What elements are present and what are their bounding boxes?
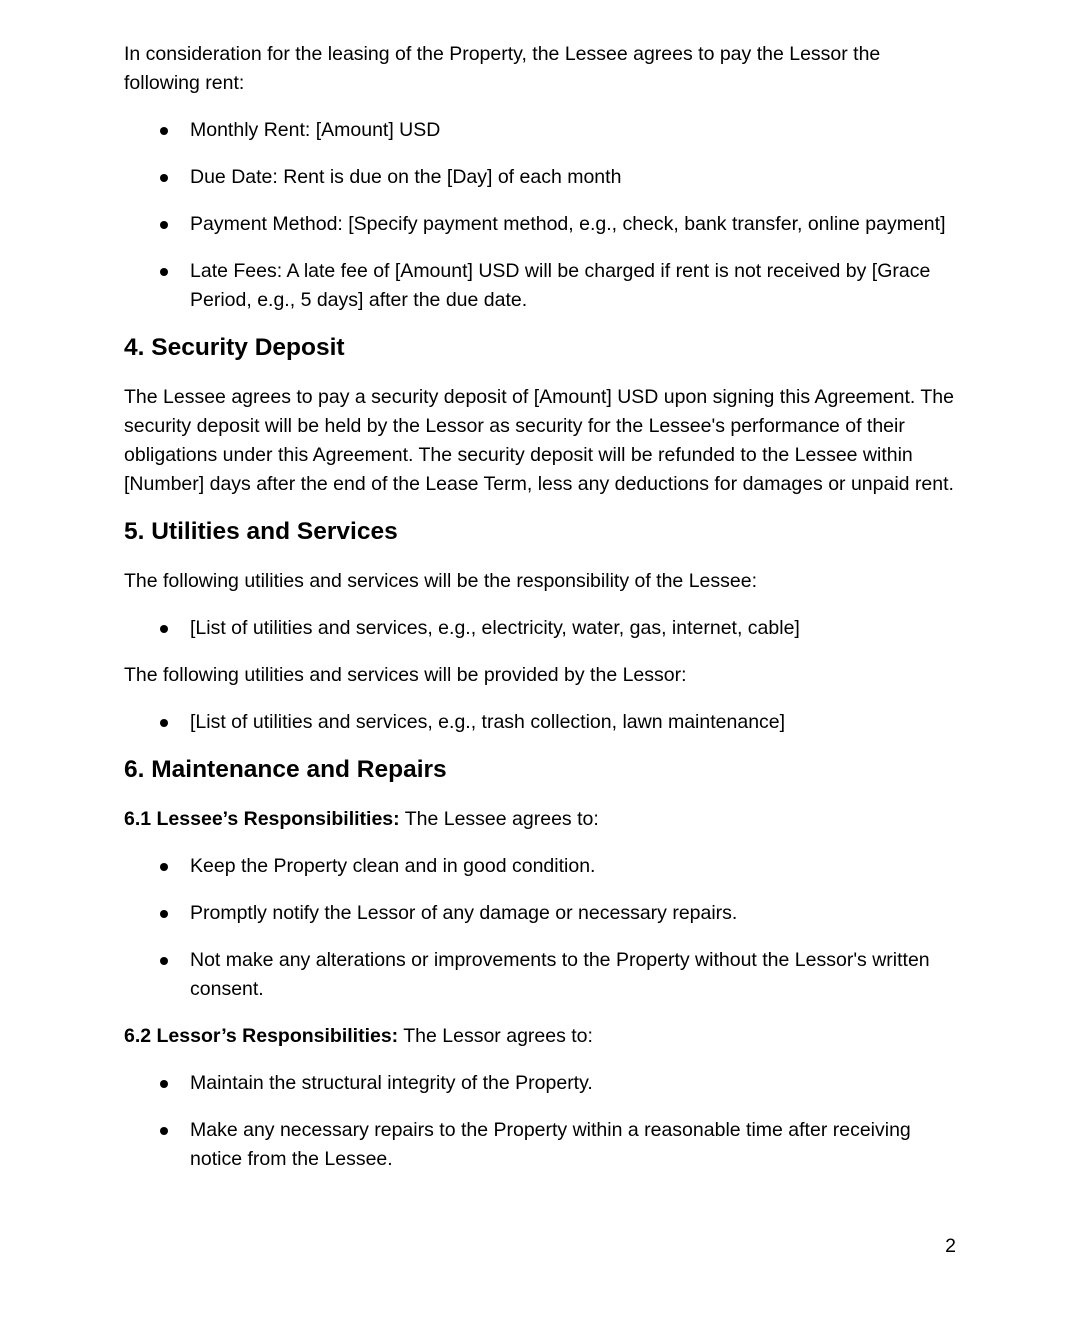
lessor-responsibilities-text: The Lessor agrees to: bbox=[398, 1025, 593, 1047]
list-item: Maintain the structural integrity of the Property. bbox=[124, 1069, 956, 1098]
list-item: Payment Method: [Specify payment method, e.g., check, bank transfer, online payment] bbox=[124, 210, 956, 239]
section-heading-utilities-services: 5. Utilities and Services bbox=[124, 518, 398, 545]
utilities-lessor-list bbox=[124, 708, 956, 737]
lessee-responsibilities-text: The Lessee agrees to: bbox=[399, 808, 599, 830]
list-item: Due Date: Rent is due on the [Day] of each month bbox=[124, 163, 956, 192]
list-item: [List of utilities and services, e.g., trash collection, lawn maintenance] bbox=[124, 708, 956, 737]
lessee-responsibilities-lead bbox=[124, 805, 956, 834]
lessor-responsibilities-label: 6.2 Lessor’s Responsibilities: bbox=[124, 1025, 399, 1047]
section-heading-maintenance-repairs: 6. Maintenance and Repairs bbox=[124, 756, 447, 783]
utilities-lessor-intro: The following utilities and services will be provided by the Lessor: bbox=[124, 664, 687, 686]
list-item: Keep the Property clean and in good condition. bbox=[124, 852, 956, 881]
list-item: Promptly notify the Lessor of any damage or necessary repairs. bbox=[124, 899, 956, 928]
document-body bbox=[124, 40, 956, 1192]
lessee-responsibilities-label: 6.1 Lessee’s Responsibilities: bbox=[124, 808, 400, 830]
rent-terms-list bbox=[124, 116, 956, 315]
intro-paragraph: In consideration for the leasing of the Property, the Lessee agrees to pay the Lessor the following rent: bbox=[124, 43, 881, 94]
lessor-duties-list bbox=[124, 1069, 956, 1174]
utilities-lessee-intro: The following utilities and services will be the responsibility of the Lessee: bbox=[124, 570, 757, 592]
page-number: 2 bbox=[945, 1235, 956, 1257]
list-item: Monthly Rent: [Amount] USD bbox=[124, 116, 956, 145]
section-heading-security-deposit: 4. Security Deposit bbox=[124, 334, 345, 361]
security-deposit-paragraph: The Lessee agrees to pay a security deposit of [Amount] USD upon signing this Agreement. The security deposit will be held by the Lessor as security for the Lessee's performance of their obligations under this Agreement. The security deposit will be refunded to the Lessee within [Number] days after the end of the Lease Term, less any deductions for damages or unpaid rent. bbox=[124, 386, 954, 495]
list-item: Not make any alterations or improvements to the Property without the Lessor's written consent. bbox=[124, 946, 956, 1004]
list-item: Make any necessary repairs to the Property within a reasonable time after receiving notice from the Lessee. bbox=[124, 1116, 956, 1174]
list-item: [List of utilities and services, e.g., electricity, water, gas, internet, cable] bbox=[124, 614, 956, 643]
lessee-duties-list bbox=[124, 852, 956, 1004]
utilities-lessee-list bbox=[124, 614, 956, 643]
lessor-responsibilities-lead bbox=[124, 1022, 956, 1051]
list-item: Late Fees: A late fee of [Amount] USD will be charged if rent is not received by [Grace Period, e.g., 5 days] after the due date. bbox=[124, 257, 956, 315]
